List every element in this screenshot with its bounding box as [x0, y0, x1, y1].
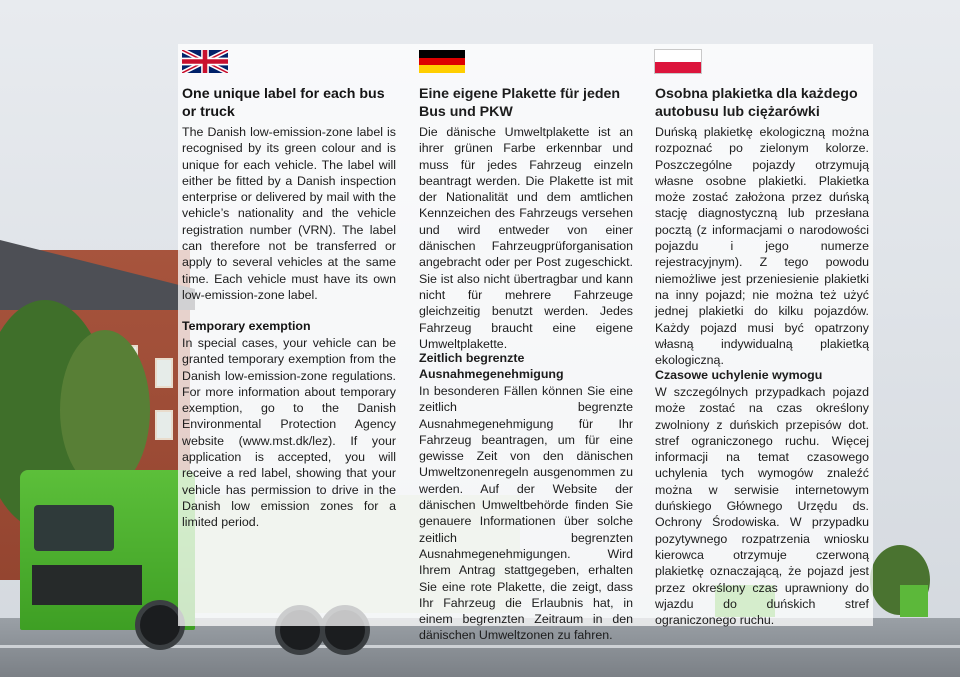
truck-grille — [32, 565, 142, 605]
heading-german: Eine eigene Plakette für jeden Bus und PKW — [419, 86, 621, 120]
building-window — [155, 410, 173, 440]
building-window — [155, 358, 173, 388]
subheading-english: Temporary exemption — [182, 319, 311, 333]
subheading-polish: Czasowe uchylenie wymogu — [655, 368, 823, 382]
body-german: Die dänische Umweltplakette ist an ihrer grünen Farbe erkennbar und muss für jedes Fahrzeug einzeln beantragt werden. Die Plakette ist mit der Nationalität und dem amtlichen Kennzeichen des Fahrzeugs versehen und wird entweder von einer dänischen Fahrzeugprüforganisation angebracht oder per Post zugeschickt. Sie ist also nicht übertragbar und kann nicht für mehrere Fahrzeuge gleichzeitig benutzt werden. Jedes Fahrzeug braucht eine eigene Umweltplakette. — [419, 125, 633, 351]
heading-polish: Osobna plakietka dla każdego autobusu lub ciężarówki — [655, 86, 858, 120]
uk-flag-icon — [182, 50, 228, 73]
truck-windshield — [34, 505, 114, 551]
body2-german: In besonderen Fällen können Sie eine zeitlich begrenzte Ausnahmegenehmigung für Ihr Fahrzeug beantragen, um für eine gewisse Zeit von den dänischen Umweltzonenregeln ausgenommen zu werden. Auf der Website der dänischen Umweltbehörde finden Sie genauere Informationen über solche zeitlich begrenzten Ausnahmegenehmigungen. Wird Ihrem Antrag stattgegeben, erhalten Sie eine rote Plakette, die zeigt, dass Ihr Fahrzeug die Erlaubnis hat, in einem begrenzten Zeitraum in den dänischen Umweltzonen zu fahren. — [419, 384, 633, 643]
german-flag-icon — [419, 50, 465, 73]
body2-english: In special cases, your vehicle can be granted temporary exemption from the Danish low-emission-zone regulations. For more information about temporary exemption, go to the Danish Environmental Protection Agency website (www.mst.dk/lez). If your application is accepted, you will receive a red label, showing that your vehicle has permission to drive in the Danish low emission zones for a limited period. — [182, 336, 396, 530]
tree — [60, 330, 150, 490]
polish-flag-icon — [655, 50, 701, 73]
body-polish: Duńską plakietkę ekologiczną można rozpoznać po zielonym kolorze. Poszczególne pojazdy otrzymują własne osobne plakietki. Plakietka może zostać założona przez duńską stację diagnostyczną lub przesłana pocztą (z informacjami o narodowości pojazdu i jego numerze rejestracyjnym). Z tego powodu niemożliwe jest przeniesienie plakietki na inny pojazd; nie można też użyć jednej plakietki do kilku pojazdów. Każdy pojazd musi być opatrzony własną indywidualną plakietką ekologiczną. — [655, 125, 869, 368]
subheading-german: Zeitlich begrenzte Ausnahmegenehmigung — [419, 351, 564, 382]
distant-truck — [900, 585, 928, 617]
road-marking — [0, 645, 960, 648]
heading-english: One unique label for each bus or truck — [182, 86, 385, 120]
body-english: The Danish low-emission-zone label is recognised by its green colour and is unique for each vehicle. The label will either be fitted by a Danish inspection enterprise or delivered by mail with the vehicle’s nationality and the vehicle registration number (VRN). The label can therefore not be transferred or apply to several vehicles at the same time. Each vehicle must have its own low-emission-zone label. — [182, 125, 396, 302]
body2-polish: W szczególnych przypadkach pojazd może zostać na czas określony zwolniony z duńskich przepisów dot. stref ograniczonego ruchu. Więcej informacji na temat czasowego uchylenia tych wymogów znaleźć można w serwisie internetowym duńskiego Głównego Urzędu ds. Ochrony Środowiska. W przypadku pozytywnego rozpatrzenia wniosku kierowca otrzymuje czerwoną plakietkę oznaczającą, że pojazd jest przez określony czas uprawniony do wjazdu do duńskich stref ograniczonego ruchu. — [655, 385, 869, 628]
